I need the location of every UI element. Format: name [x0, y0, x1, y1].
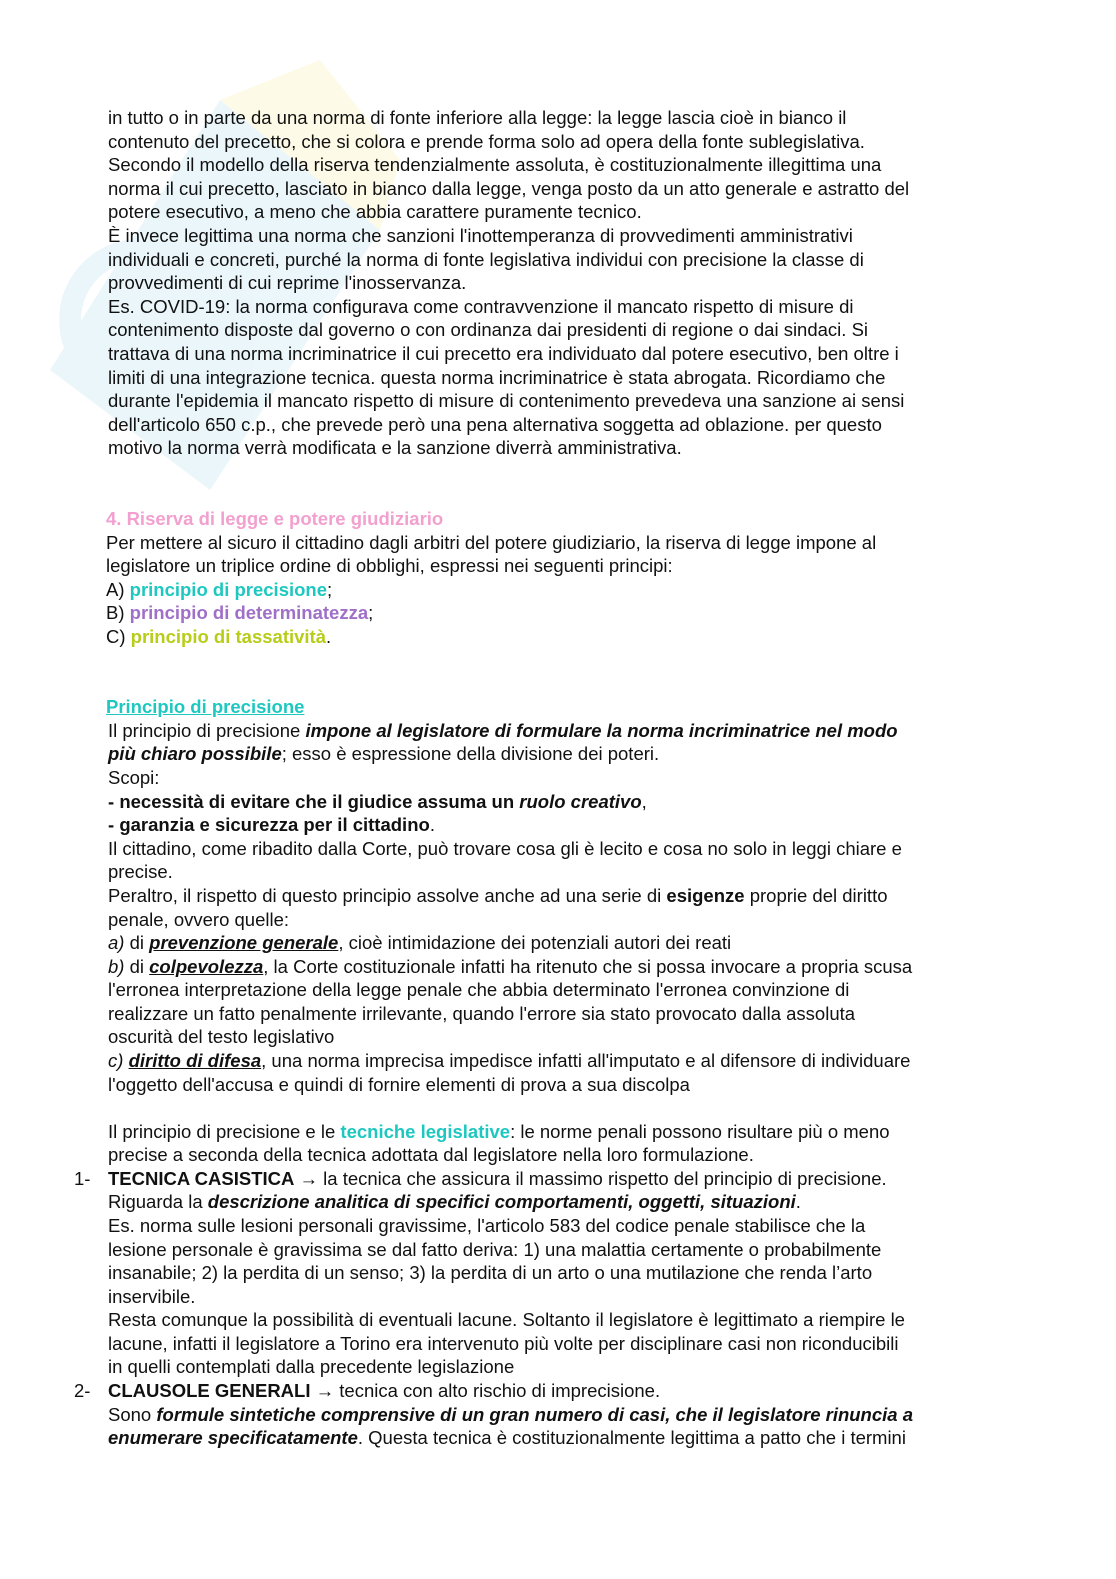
scopo-item: - garanzia e sicurezza per il cittadino.: [108, 814, 435, 835]
section4-line: Per mettere al sicuro il cittadino dagli arbitri del potere giudiziario, la riserva di legge impone al: [106, 532, 877, 553]
tecniche-line: Sono formule sintetiche comprensive di un gran numero di casi, che il legislatore rinuncia a: [108, 1404, 914, 1425]
list-number: 1-: [74, 1168, 91, 1189]
clausole-generali: CLAUSOLE GENERALI → tecnica con alto rischio di imprecisione.: [108, 1380, 661, 1401]
intro-line: provvedimenti di cui reprime l'inosservanza.: [108, 272, 467, 293]
arrow-right-icon: →: [310, 1380, 340, 1401]
tecniche-line: Es. norma sulle lesioni personali gravissime, l'articolo 583 del codice penale stabilisce che la: [108, 1215, 866, 1236]
principle-item-a: A) principio di precisione;: [106, 579, 333, 600]
tecniche-line: lesione personale è gravissima se dal fatto deriva: 1) una malattia certamente o probabilmente: [108, 1239, 882, 1260]
intro-line: trattava di una norma incriminatrice il cui precetto era individuato dal potere esecutivo, ben oltre i: [108, 343, 899, 364]
tecniche-line: Riguarda la descrizione analitica di specifici comportamenti, oggetti, situazioni.: [108, 1191, 801, 1212]
arrow-right-icon: →: [294, 1168, 324, 1189]
intro-line: limiti di una integrazione tecnica. questa norma incriminatrice è stata abrogata. Ricordiamo che: [108, 367, 886, 388]
tecniche-line: in quelli contemplati dalla precedente legislazione: [108, 1356, 515, 1377]
principle-determinatezza: principio di determinatezza: [129, 602, 369, 623]
principle-precisione: principio di precisione: [129, 579, 328, 600]
subsection-title: [106, 695, 1006, 719]
intro-line: individuali e concreti, purché la norma di fonte legislativa individui con precisione la classe di: [108, 249, 864, 270]
section-heading-text: 4. Riserva di legge e potere giudiziario: [106, 508, 444, 529]
esigenza-item-b: b) di colpevolezza, la Corte costituzionale infatti ha ritenuto che si possa invocare a propria scusa: [108, 956, 913, 977]
tecnica-casistica: TECNICA CASISTICA → la tecnica che assicura il massimo rispetto del principio di precisione.: [108, 1168, 887, 1189]
precisione-line: penale, ovvero quelle:: [108, 909, 290, 930]
intro-line: in tutto o in parte da una norma di fonte inferiore alla legge: la legge lascia cioè in bianco il: [108, 107, 847, 128]
intro-line: potere esecutivo, a meno che abbia carattere puramente tecnico.: [108, 201, 642, 222]
tecniche-line: lacune, infatti il legislatore a Torino era intervenuto più volte per disciplinare casi non riconducibili: [108, 1333, 899, 1354]
precisione-line: l'oggetto dell'accusa e quindi di fornire elementi di prova a sua discolpa: [108, 1074, 690, 1095]
tecniche-term: tecniche legislative: [340, 1121, 511, 1142]
tecniche-intro: Il principio di precisione e le tecniche legislative: le norme penali possono risultare più o meno: [108, 1121, 890, 1142]
intro-line: contenimento disposte dal governo o con ordinanza dai presidenti di regione o dai sindaci. Si: [108, 319, 869, 340]
intro-line: Secondo il modello della riserva tendenzialmente assoluta, è costituzionalmente illegittima una: [108, 154, 882, 175]
precisione-line: Il cittadino, come ribadito dalla Corte, può trovare cosa gli è lecito e cosa no solo in leggi chiare e: [108, 838, 902, 859]
tecniche-line: Resta comunque la possibilità di eventuali lacune. Soltanto il legislatore è legittimato a riempire le: [108, 1309, 905, 1330]
section4-line: legislatore un triplice ordine di obblighi, espressi nei seguenti principi:: [106, 555, 673, 576]
precisione-line: più chiaro possibile; esso è espressione della divisione dei poteri.: [108, 743, 660, 764]
principle-tassativita: principio di tassatività: [130, 626, 326, 647]
intro-line: È invece legittima una norma che sanzioni l'inottemperanza di provvedimenti amministrativi: [108, 225, 853, 246]
list-number: 2-: [74, 1380, 91, 1401]
scopi-label: Scopi:: [108, 767, 160, 788]
esigenza-item-a: a) di prevenzione generale, cioè intimidazione dei potenziali autori dei reati: [108, 932, 732, 953]
tecniche-line: precise a seconda della tecnica adottata dal legislatore nella loro formulazione.: [108, 1144, 754, 1165]
precisione-line: realizzare un fatto penalmente irrilevante, quando l'errore sia stato provocato dalla assoluta: [108, 1003, 856, 1024]
precisione-line: l'erronea interpretazione della legge penale che abbia determinato l'erronea convinzione di: [108, 979, 850, 1000]
subsection-title-text: Principio di precisione: [106, 696, 305, 717]
intro-line: dell'articolo 650 c.p., che prevede però una pena alternativa soggetta ad oblazione. per questo: [108, 414, 882, 435]
precisione-line: oscurità del testo legislativo: [108, 1026, 335, 1047]
esigenza-item-c: c) diritto di difesa, una norma imprecisa impedisce infatti all'imputato e al difensore di individuare: [108, 1050, 911, 1071]
intro-line: Es. COVID-19: la norma configurava come contravvenzione il mancato rispetto di misure di: [108, 296, 854, 317]
section-heading: [106, 507, 1006, 531]
principle-item-c: C) principio di tassatività.: [106, 626, 332, 647]
precisione-line: Il principio di precisione impone al legislatore di formulare la norma incriminatrice nel modo: [108, 720, 898, 741]
intro-line: durante l'epidemia il mancato rispetto di misure di contenimento prevedeva una sanzione ai sensi: [108, 390, 905, 411]
intro-line: contenuto del precetto, che si colora e prende forma solo ad opera della fonte sublegislativa.: [108, 131, 865, 152]
intro-line: motivo la norma verrà modificata e la sanzione diverrà amministrativa.: [108, 437, 682, 458]
tecniche-line: insanabile; 2) la perdita di un senso; 3) la perdita di un arto o una mutilazione che renda l’arto: [108, 1262, 873, 1283]
precisione-line: Peraltro, il rispetto di questo principio assolve anche ad una serie di esigenze proprie del diritto: [108, 885, 888, 906]
precisione-line: precise.: [108, 861, 173, 882]
principle-item-b: B) principio di determinatezza;: [106, 602, 374, 623]
scopo-item: - necessità di evitare che il giudice assuma un ruolo creativo,: [108, 791, 647, 812]
tecniche-line: enumerare specificatamente. Questa tecnica è costituzionalmente legittima a patto che i termini: [108, 1427, 906, 1448]
tecniche-line: inservibile.: [108, 1286, 196, 1307]
intro-line: norma il cui precetto, lasciato in bianco dalla legge, venga posto da un atto generale e astratto del: [108, 178, 910, 199]
